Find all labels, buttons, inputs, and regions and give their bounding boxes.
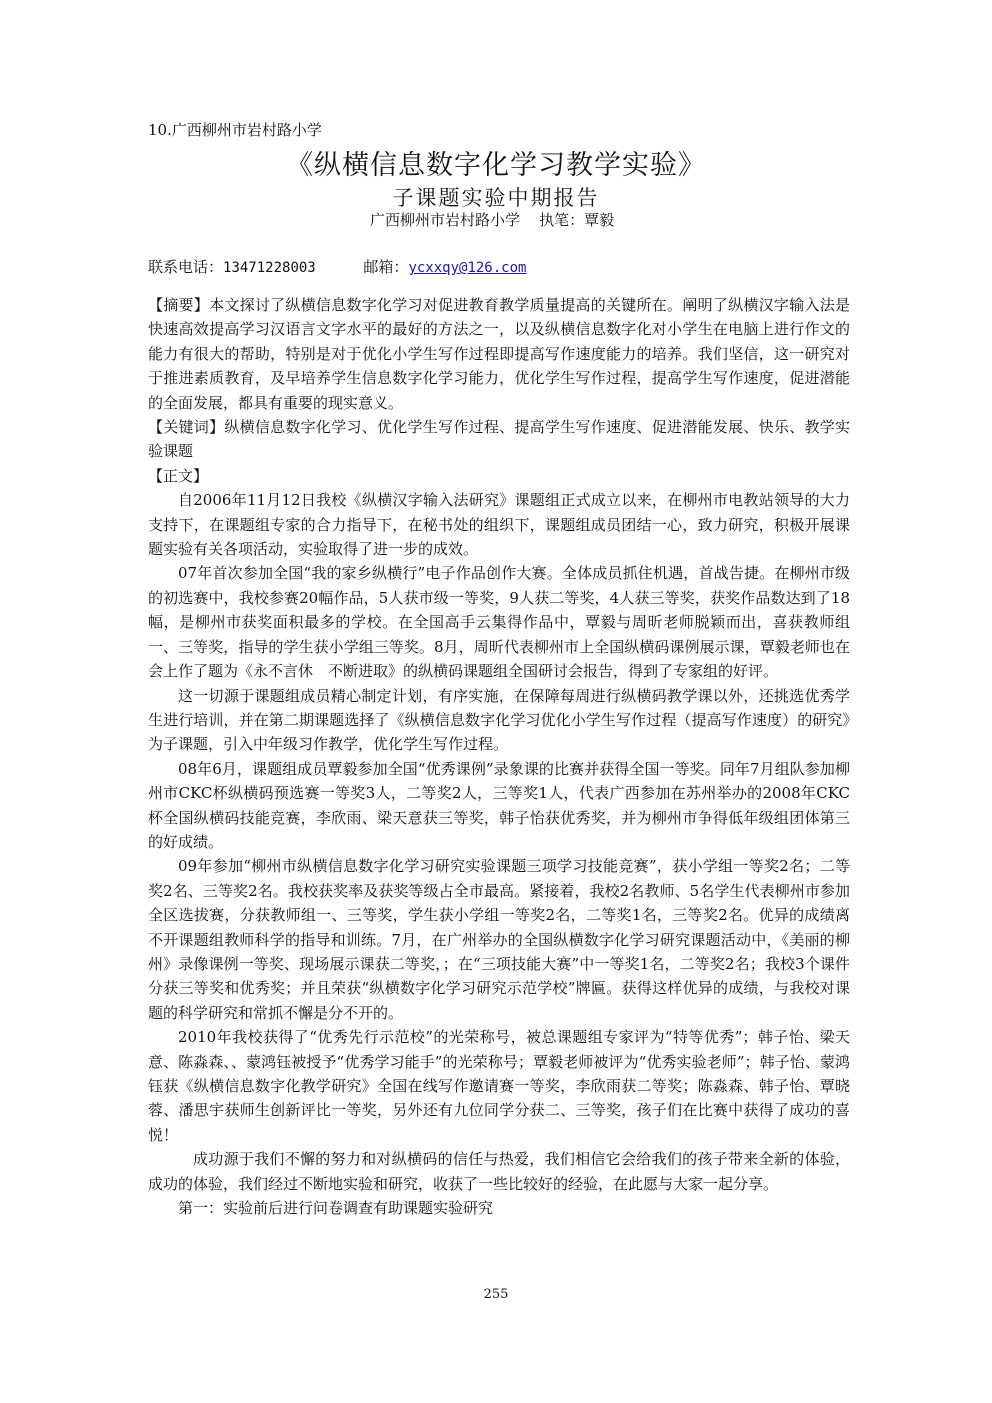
- document-title: 《纵横信息数字化学习教学实验》: [286, 150, 706, 181]
- paragraph-7: 成功源于我们不懈的努力和对纵横码的信任与热爱，我们相信它会给我们的孩子带来全新的体验，成功的体验，我们经过不断地实验和研究，收获了一些比较好的经验，在此愿与大家一起分享。: [148, 1150, 850, 1193]
- email-link[interactable]: ycxxqy@126.com: [408, 260, 527, 276]
- phone-label: 联系电话：: [148, 258, 224, 276]
- body-text: [148, 293, 850, 1220]
- email-label: 邮箱：: [363, 258, 409, 276]
- school-line: 10.广西柳州市岩村路小学: [148, 121, 322, 139]
- paragraph-3: 这一切源于课题组成员精心制定计划，有序实施，在保障每周进行纵横码教学课以外，还挑选优秀学生进行培训，并在第二期课题选择了《纵横信息数字化学习优化小学生写作过程（提高写作速度）的研究》为子课题，引入中年级习作教学，优化学生写作过程。: [148, 686, 850, 754]
- page-number: 255: [483, 1287, 509, 1302]
- phone-number: 13471228003: [223, 260, 316, 276]
- paragraph-1: 自2006年11月12日我校《纵横汉字输入法研究》课题组正式成立以来，在柳州市电教站领导的大力支持下，在课题组专家的合力指导下，在秘书处的组织下，课题组成员团结一心，致力研究，积极开展课题实验有关各项活动，实验取得了进一步的成效。: [148, 491, 850, 559]
- main-heading: 【正文】: [148, 466, 209, 485]
- paragraph-6: 2010年我校获得了“优秀先行示范校”的光荣称号，被总课题组专家评为“特等优秀”；韩子怡、梁天意、陈淼森、、蒙鸿钰被授予“优秀学习能手”的光荣称号；覃毅老师被评为“优秀实验老师”；韩子怡、蒙鸿钰获《纵横信息数字化教学研究》全国在线写作邀请赛一等奖，李欣雨获二等奖；陈淼森、韩子怡、覃晓蓉、潘思宇获师生创新评比一等奖，另外还有九位同学分获二、三等奖，孩子们在比赛中获得了成功的喜悦！: [148, 1028, 850, 1144]
- author-line: 广西柳州市岩村路小学 执笔：覃毅: [370, 211, 615, 229]
- keywords: 【关键词】纵横信息数字化学习、优化学生写作过程、提高学生写作速度、促进潜能发展、快乐、教学实验课题: [148, 418, 850, 461]
- paragraph-5: 09年参加“柳州市纵横信息数字化学习研究实验课题三项学习技能竞赛”，获小学组一等奖2名；二等奖2名、三等奖2名。我校获奖率及获奖等级占全市最高。紧接着，我校2名教师、5名学生代表柳州市参加全区选拔赛，分获教师组一、三等奖，学生获小学组一等奖2名，二等奖1名，三等奖2名。优异的成绩离不开课题组教师科学的指导和训练。7月，在广州举办的全国纵横数字化学习研究课题活动中，《美丽的柳州》录像课例一等奖、现场展示课获二等奖，；在“三项技能大赛”中一等奖1名，二等奖2名；我校3个课件分获三等奖和优秀奖；并且荣获“纵横数字化学习研究示范学校”牌匾。获得这样优异的成绩，与我校对课题的科学研究和常抓不懈是分不开的。: [148, 857, 850, 1022]
- document-subtitle: 子课题实验中期报告: [392, 186, 600, 210]
- abstract: 【摘要】本文探讨了纵横信息数字化学习对促进教育教学质量提高的关键所在。阐明了纵横汉字输入法是快速高效提高学习汉语言文字水平的最好的方法之一，以及纵横信息数字化对小学生在电脑上进行作文的能力有很大的帮助，特别是对于优化小学生写作过程即提高写作速度能力的培养。我们坚信，这一研究对于推进素质教育，及早培养学生信息数字化学习能力，优化学生写作过程，提高学生写作速度，促进潜能的全面发展，都具有重要的现实意义。: [148, 296, 850, 412]
- paragraph-4: 08年6月，课题组成员覃毅参加全国“优秀课例”录象课的比赛并获得全国一等奖。同年7月组队参加柳州市CKC杯纵横码预选赛一等奖3人，二等奖2人，三等奖1人，代表广西参加在苏州举办的2008年CKC杯全国纵横码技能竞赛，李欣雨、梁天意获三等奖，韩子怡获优秀奖，并为柳州市争得低年级组团体第三的好成绩。: [148, 759, 850, 851]
- section-heading-1: 第一：实验前后进行问卷调查有助课题实验研究: [178, 1199, 494, 1218]
- contact-line: [148, 256, 526, 277]
- paragraph-2: 07年首次参加全国“我的家乡纵横行”电子作品创作大赛。全体成员抓住机遇，首战告捷。在柳州市级的初选赛中，我校参赛20幅作品，5人获市级一等奖，9人获二等奖，4人获三等奖，获奖作品数达到了18幅，是柳州市获奖面积最多的学校。在全国高手云集得作品中，覃毅与周昕老师脱颖而出，喜获教师组一、三等奖，指导的学生获小学组三等奖。8月，周昕代表柳州市上全国纵横码课例展示课，覃毅老师也在会上作了题为《永不言休 不断进取》的纵横码课题组全国研讨会报告，得到了专家组的好评。: [148, 564, 850, 681]
